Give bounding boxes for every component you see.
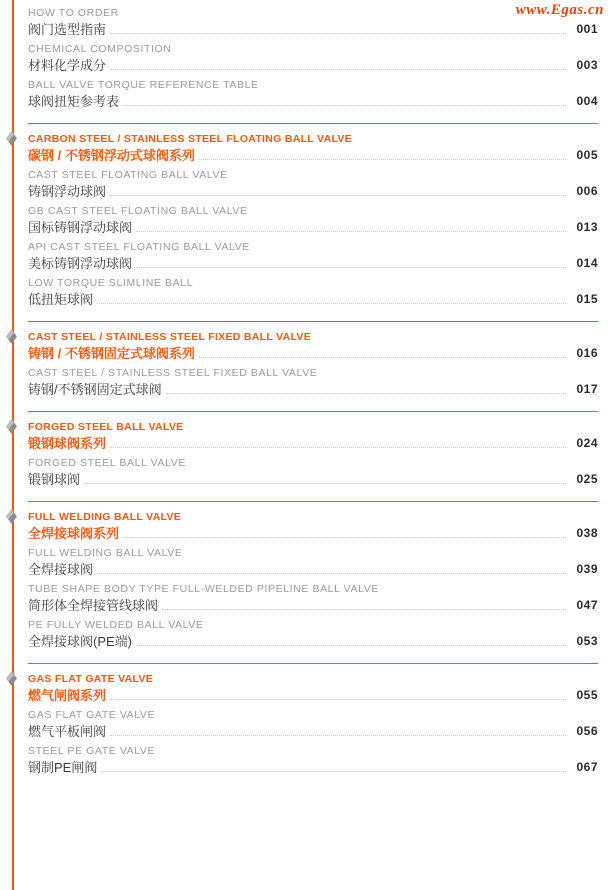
toc-entry[interactable] <box>28 456 598 492</box>
toc-page-number: 014 <box>576 256 598 270</box>
toc-entry-title-en: FULL WELDING BALL VALVE <box>28 511 182 523</box>
toc-entry-row <box>28 219 598 236</box>
toc-leader-dots <box>162 609 566 610</box>
toc-entry-title-cn: 全焊接球阀 <box>28 562 94 577</box>
toc-page-number: 067 <box>576 760 598 774</box>
toc-entry-title-en: CHEMICAL COMPOSITION <box>28 43 172 55</box>
toc-entry-title-en: API CAST STEEL FLOATING BALL VALVE <box>28 241 250 253</box>
toc-entry-row <box>28 147 598 164</box>
toc-entry-title-cn: 锻钢球阀 <box>28 472 81 487</box>
toc-page-number: 024 <box>576 436 598 450</box>
toc-leader-dots <box>110 735 566 736</box>
contents-group <box>28 411 598 492</box>
toc-leader-dots <box>199 357 566 358</box>
toc-entry-row <box>28 435 598 452</box>
toc-leader-dots <box>84 483 566 484</box>
toc-page-number: 013 <box>576 220 598 234</box>
toc-entry-title-cn: 球阀扭矩参考表 <box>28 94 120 109</box>
toc-entry-row <box>28 57 598 74</box>
toc-entry[interactable] <box>28 330 598 366</box>
toc-leader-dots <box>123 537 566 538</box>
toc-entry-title-cn: 阀门选型指南 <box>28 22 107 37</box>
toc-entry-title-en: GAS FLAT GATE VALVE <box>28 709 156 721</box>
toc-entry-title-en: GAS FLAT GATE VALVE <box>28 673 154 685</box>
toc-entry[interactable] <box>28 6 598 42</box>
toc-entry-title-en: FORGED STEEL BALL VALVE <box>28 457 186 469</box>
toc-entry-row <box>28 597 598 614</box>
toc-entry[interactable] <box>28 240 598 276</box>
toc-entry-row <box>28 345 598 362</box>
toc-entry-title-cn: 钢制PE闸阀 <box>28 760 98 775</box>
toc-entry-title-cn: 锻钢球阀系列 <box>28 436 107 451</box>
toc-entry[interactable] <box>28 78 598 114</box>
toc-page-number: 047 <box>576 598 598 612</box>
toc-entry-title-cn: 铸钢/不锈钢固定式球阀 <box>28 382 162 397</box>
toc-entry-title-en: STEEL PE GATE VALVE <box>28 745 156 757</box>
toc-entry-row <box>28 525 598 542</box>
toc-leader-dots <box>110 69 566 70</box>
toc-leader-dots <box>136 645 566 646</box>
toc-entry[interactable] <box>28 204 598 240</box>
toc-entry-title-cn: 碳钢 / 不锈钢浮动式球阀系列 <box>28 148 195 163</box>
toc-page-number: 001 <box>576 22 598 36</box>
toc-entry-row <box>28 21 598 38</box>
toc-entry[interactable] <box>28 510 598 546</box>
toc-entry-title-cn: 材料化学成分 <box>28 58 107 73</box>
toc-entry-title-cn: 铸钢浮动球阀 <box>28 184 107 199</box>
toc-entry-title-en: GB CAST STEEL FLOATING BALL VALVE <box>28 205 248 217</box>
toc-entry-title-en: CAST STEEL FLOATING BALL VALVE <box>28 169 228 181</box>
toc-entry-title-en: PE FULLY WELDED BALL VALVE <box>28 619 204 631</box>
toc-leader-dots <box>110 699 566 700</box>
toc-leader-dots <box>166 393 566 394</box>
toc-page-number: 016 <box>576 346 598 360</box>
contents-group <box>28 663 598 780</box>
toc-entry-title-en: CARBON STEEL / STAINLESS STEEL FLOATING BALL VALVE <box>28 133 352 145</box>
toc-entry-title-cn: 全焊接球阀(PE端) <box>28 634 133 649</box>
toc-page-number: 006 <box>576 184 598 198</box>
toc-entry-title-en: FORGED STEEL BALL VALVE <box>28 421 184 433</box>
toc-entry[interactable] <box>28 42 598 78</box>
toc-page-number: 015 <box>576 292 598 306</box>
toc-entry-title-cn: 美标铸钢浮动球阀 <box>28 256 133 271</box>
toc-leader-dots <box>110 195 566 196</box>
toc-page-number: 039 <box>576 562 598 576</box>
toc-entry-title-en: BALL VALVE TORQUE REFERENCE TABLE <box>28 79 259 91</box>
toc-leader-dots <box>97 573 566 574</box>
toc-entry-title-en: LOW TORQUE SLIMLINE BALL <box>28 277 194 289</box>
toc-page-number: 053 <box>576 634 598 648</box>
toc-entry[interactable] <box>28 708 598 744</box>
toc-entry-title-cn: 简形体全焊接管线球阀 <box>28 598 159 613</box>
toc-entry-row <box>28 723 598 740</box>
toc-entry[interactable] <box>28 366 598 402</box>
toc-leader-dots <box>101 771 566 772</box>
toc-entry[interactable] <box>28 168 598 204</box>
toc-entry-title-en: CAST STEEL / STAINLESS STEEL FIXED BALL VALVE <box>28 367 318 379</box>
toc-leader-dots <box>136 267 566 268</box>
toc-leader-dots <box>136 231 566 232</box>
toc-entry-row <box>28 561 598 578</box>
toc-entry-row <box>28 93 598 110</box>
toc-entry[interactable] <box>28 618 598 654</box>
toc-entry-row <box>28 687 598 704</box>
toc-entry-row <box>28 381 598 398</box>
toc-entry-title-cn: 全焊接球阀系列 <box>28 526 120 541</box>
toc-entry-row <box>28 633 598 650</box>
toc-page-number: 055 <box>576 688 598 702</box>
toc-entry-row <box>28 291 598 308</box>
toc-page-number: 004 <box>576 94 598 108</box>
toc-entry-title-cn: 低扭矩球阀 <box>28 292 94 307</box>
contents-group <box>28 123 598 312</box>
toc-entry-title-cn: 燃气平板闸阀 <box>28 724 107 739</box>
toc-entry[interactable] <box>28 672 598 708</box>
toc-entry-title-cn: 铸钢 / 不锈钢固定式球阀系列 <box>28 346 195 361</box>
toc-leader-dots <box>199 159 566 160</box>
toc-page-number: 038 <box>576 526 598 540</box>
toc-entry-row <box>28 183 598 200</box>
toc-leader-dots <box>97 303 566 304</box>
contents-group <box>28 501 598 654</box>
toc-page-number: 005 <box>576 148 598 162</box>
toc-entry-title-en: TUBE SHAPE BODY TYPE FULL-WELDED PIPELINE BALL VALVE <box>28 583 379 595</box>
toc-entry-row <box>28 255 598 272</box>
toc-entry-title-cn: 燃气闸阀系列 <box>28 688 107 703</box>
toc-entry[interactable] <box>28 582 598 618</box>
toc-page-number: 056 <box>576 724 598 738</box>
toc-entry-row <box>28 471 598 488</box>
contents-group <box>28 321 598 402</box>
contents-list <box>28 0 598 780</box>
toc-entry[interactable] <box>28 420 598 456</box>
toc-leader-dots <box>110 33 566 34</box>
toc-entry-row <box>28 759 598 776</box>
toc-entry-title-en: HOW TO ORDER <box>28 7 119 19</box>
toc-entry[interactable] <box>28 132 598 168</box>
toc-page-number: 025 <box>576 472 598 486</box>
contents-group <box>28 0 598 114</box>
toc-leader-dots <box>123 105 566 106</box>
toc-entry-title-en: FULL WELDING BALL VALVE <box>28 547 183 559</box>
watermark-text: www.Egas.cn <box>515 2 604 18</box>
toc-entry[interactable] <box>28 276 598 312</box>
toc-entry[interactable] <box>28 744 598 780</box>
toc-page-number: 017 <box>576 382 598 396</box>
toc-leader-dots <box>110 447 566 448</box>
toc-entry-title-en: CAST STEEL / STAINLESS STEEL FIXED BALL VALVE <box>28 331 312 343</box>
toc-entry-title-cn: 国标铸钢浮动球阀 <box>28 220 133 235</box>
toc-entry[interactable] <box>28 546 598 582</box>
toc-page-number: 003 <box>576 58 598 72</box>
